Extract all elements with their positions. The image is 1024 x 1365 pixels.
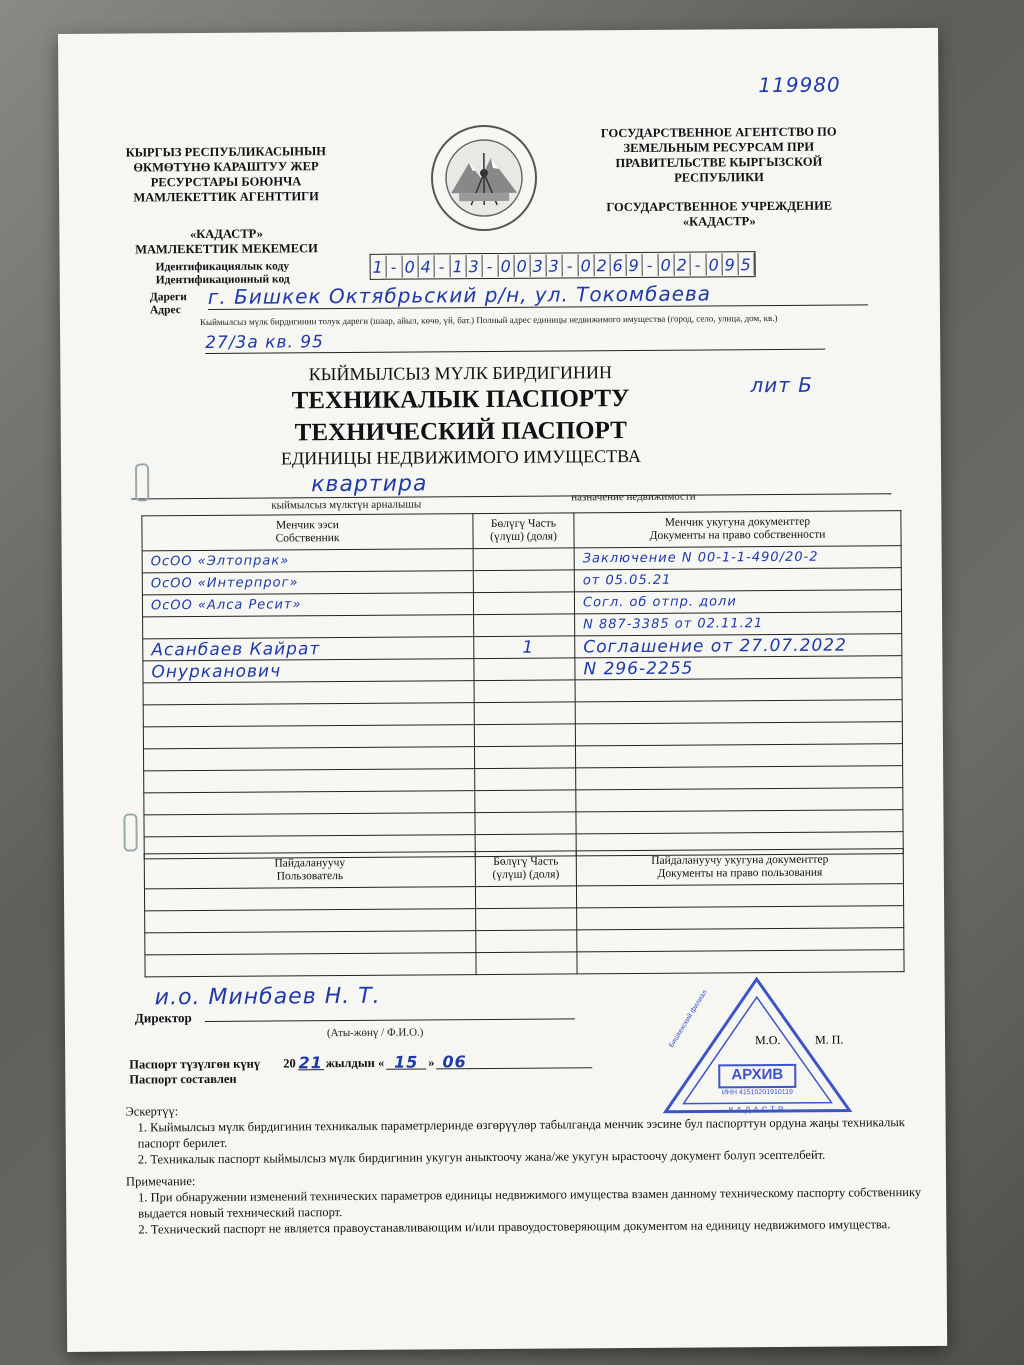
id-code-cell: - (563, 254, 579, 276)
director-line (205, 1018, 575, 1022)
owner-cell-share (474, 658, 575, 681)
notes-ru-title: Примечание: (125, 1174, 196, 1189)
owners-table (141, 510, 903, 859)
issued-label: Паспорт түзүлгөн күнү Паспорт составлен (129, 1056, 261, 1087)
users-col-docs: Пайдалануучу укугуна документтер Документы на право пользования (576, 849, 903, 886)
title-ky-small: КЫЙМЫЛСЫЗ МҮЛК БИРДИГИНИН (308, 362, 613, 385)
stamp-inn: ИНН 41510201910119 (721, 1088, 793, 1097)
owner-cell-doc (575, 722, 902, 746)
id-code-cell: - (435, 255, 451, 277)
id-code-cell: 9 (723, 253, 739, 275)
note-ky-2: 2. Техникалык паспорт кыймылсыз мүлк бирдигинин укугун аныктоочу жана/же укугун ырастоочу документ болуп эсептелбейт. (137, 1147, 826, 1167)
owner-cell-share (475, 768, 576, 791)
owner-cell-owner: Онурканович (143, 659, 474, 683)
id-code-cell: 1 (371, 256, 387, 278)
notes-ky-title: Эскертүү: (125, 1104, 179, 1119)
owner-cell-share (473, 592, 574, 615)
owner-cell-doc (576, 810, 903, 834)
binder-clip-bottom (123, 813, 137, 851)
owners-col-docs: Менчик укугуна документтер Документы на право собственности (574, 511, 901, 548)
owner-cell-owner (143, 747, 474, 771)
agency-emblem (429, 123, 540, 234)
issued-year: 21 (298, 1053, 323, 1073)
owner-cell-doc: Согл. об отпр. доли (574, 590, 901, 614)
owner-cell-owner: ОсОО «Элтопрак» (142, 549, 473, 573)
owner-cell-owner (143, 725, 474, 749)
owner-cell-owner (144, 769, 475, 793)
owner-cell-owner (144, 813, 475, 837)
owner-cell-owner: ОсОО «Интерпрог» (142, 571, 473, 595)
owner-cell-owner: ОсОО «Алса Ресит» (142, 593, 473, 617)
binder-clip-top (135, 463, 149, 501)
owner-cell-doc: Соглашение от 27.07.2022 (575, 634, 902, 658)
id-code-cell: 0 (707, 253, 723, 275)
director-signature: и.о. Минбаев Н. Т. (154, 983, 381, 1011)
owner-cell-owner: Асанбаев Кайрат (143, 637, 474, 661)
owner-cell-share (474, 680, 575, 703)
owner-cell-owner (143, 681, 474, 705)
note-ru-2: 2. Технический паспорт не является правоустанавливающим и/или правоудостоверяющим документом на единицу недвижимого имущества. (138, 1217, 891, 1237)
owner-cell-doc (575, 744, 902, 768)
owners-col-owner: Менчик ээси Собственник (142, 514, 473, 551)
mp-ru: М. П. (814, 1032, 844, 1047)
id-code-cell: 3 (547, 254, 563, 276)
owners-col-share: Бөлүгү Часть (үлүш) (доля) (473, 513, 574, 549)
purpose-value: квартира (131, 468, 891, 499)
id-code-cell: - (643, 254, 659, 276)
notes-section (125, 1098, 926, 1238)
id-code-cell: 2 (675, 254, 691, 276)
id-code-cell: 4 (419, 255, 435, 277)
issued-date: 20 21 жылдын « 15 » 06 (283, 1054, 592, 1070)
director-label: Директор (134, 1010, 192, 1026)
owner-cell-share: 1 (474, 636, 575, 659)
owner-cell-doc (576, 788, 903, 812)
id-code-label: Идентификациялык коду Идентификационный код (155, 260, 290, 287)
fio-caption: (Аты-жөнү / Ф.И.О.) (326, 1026, 424, 1040)
id-code-cell: - (387, 256, 403, 278)
id-code-cell: 2 (595, 254, 611, 276)
title-ky: ТЕХНИКАЛЫК ПАСПОРТУ (291, 385, 630, 415)
right-header-ru: ГОСУДАРСТВЕННОЕ АГЕНТСТВО ПО ЗЕМЕЛЬНЫМ РЕСУРСАМ ПРИ ПРАВИТЕЛЬСТВЕ КЫРГЫЗСКОЙ РЕСПУБЛИКИ ГОСУДАРСТВЕННОЕ УЧРЕЖДЕНИЕ «КАДАСТР» (600, 124, 837, 229)
owner-cell-share (474, 702, 575, 725)
address-line-1: г. Бишкек Октябрьский р/н, ул. Токомбаева (208, 280, 868, 310)
owner-cell-share (473, 548, 574, 571)
id-code-boxes (370, 251, 756, 280)
title-ru: ТЕХНИЧЕСКИЙ ПАСПОРТ (294, 417, 627, 447)
note-ru-1: 1. При обнаружении изменений технических параметров единицы недвижимого имущества взамен данному техническому паспорту собственнику выдается новый технический паспорт. (138, 1185, 922, 1221)
owner-cell-doc (575, 700, 902, 724)
id-code-cell: 0 (403, 255, 419, 277)
id-code-cell: - (483, 255, 499, 277)
address-label: Дареги Адрес (149, 291, 187, 317)
id-code-cell: 3 (467, 255, 483, 277)
note-ky-1: 1. Кыймылсыз мүлк бирдигинин техникалык параметрлеринде өзгөрүүлөр табылганда менчик ээсине бул паспорттун ордуна жаңы техникалык паспорт берилет. (137, 1115, 905, 1151)
users-table (144, 848, 905, 977)
id-code-cell: 0 (579, 254, 595, 276)
owner-cell-share (474, 746, 575, 769)
owner-cell-share (475, 812, 576, 835)
owner-cell-share (473, 570, 574, 593)
owner-cell-share (474, 614, 575, 637)
issued-month: 06 (436, 1054, 592, 1069)
purpose-caption-ru: назначение недвижимости (571, 490, 696, 504)
owner-cell-doc (575, 678, 902, 702)
owner-cell-owner (143, 615, 474, 639)
users-col-share: Бөлүгү Часть (үлүш) (доля) (475, 851, 576, 887)
owner-cell-share (474, 724, 575, 747)
id-code-cell: 1 (451, 255, 467, 277)
technical-passport-sheet (58, 28, 947, 1352)
owner-cell-doc: N 887-3385 от 02.11.21 (575, 612, 902, 636)
purpose-caption-ky: кыймылсыз мүлктүн арналышы (271, 498, 422, 512)
id-code-cell: 5 (739, 253, 755, 275)
document-number: 119980 (758, 72, 841, 98)
stamp-archive-label: АРХИВ (731, 1065, 784, 1084)
users-col-user: Пайдалануучу Пользователь (144, 852, 475, 889)
stamp-side-text: Бишкекский филиал (668, 988, 709, 1050)
id-code-cell: 0 (499, 255, 515, 277)
owner-cell-doc: Заключение N 00-1-1-490/20-2 (574, 546, 901, 570)
issued-day: 15 (386, 1055, 426, 1069)
address-caption: Кыймылсыз мүлк бирдигинин толук дареги (шаар, айыл, көчө, үй, бат.) Полный адрес единицы недвижимого имущества (город, село, улица, дом, кв.) (199, 312, 778, 328)
id-code-cell: - (691, 253, 707, 275)
title-ru-small: ЕДИНИЦЫ НЕДВИЖИМОГО ИМУЩЕСТВА (280, 445, 642, 469)
lit-mark: лит Б (750, 372, 814, 398)
stamp-bottom-text: КАДАСТР (728, 1104, 787, 1115)
owner-cell-doc: N 296-2255 (575, 656, 902, 680)
mp-ky: М.О. (754, 1032, 781, 1048)
id-code-cell: 9 (627, 254, 643, 276)
left-header-ky: КЫРГЫЗ РЕСПУБЛИКАСЫНЫН ӨКМӨТҮНӨ КАРАШТУУ ЖЕР РЕСУРСТАРЫ БОЮНЧА МАМЛЕКЕТТИК АГЕНТТИГИ «КАДАСТР» МАМЛЕКЕТТИК МЕКЕМЕСИ (125, 144, 327, 257)
id-code-cell: 0 (515, 255, 531, 277)
owner-cell-share (475, 790, 576, 813)
id-code-cell: 3 (531, 255, 547, 277)
owner-cell-doc (576, 766, 903, 790)
owner-cell-owner (144, 791, 475, 815)
id-code-cell: 6 (611, 254, 627, 276)
owner-cell-owner (143, 703, 474, 727)
address-line-2: 27/3а кв. 95 (205, 329, 825, 354)
owner-cell-doc: от 05.05.21 (574, 568, 901, 592)
id-code-cell: 0 (659, 254, 675, 276)
